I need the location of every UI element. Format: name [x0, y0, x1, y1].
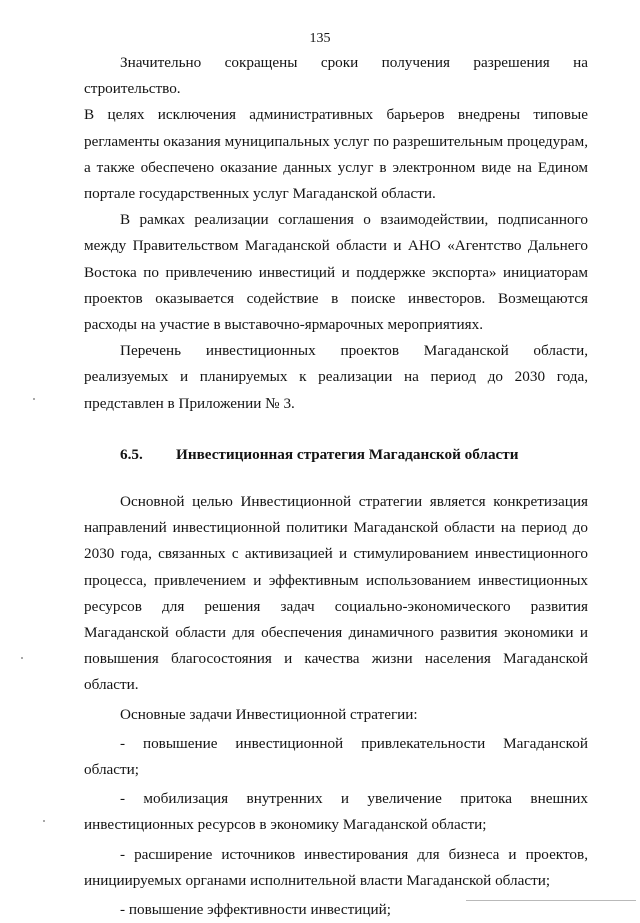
scan-artifact-dot — [43, 820, 45, 822]
section-heading — [84, 442, 588, 468]
paragraph-strategy-goal: Основной целью Инвестиционной стратегии является конкретизация направлений инвестиционной политики Магаданской области на период до 2030 года, связанных с активизацией и стимулированием инвестиционного процесса, привлечением и эффективным использованием инвестиционных ресурсов для решения задач социально-экономического развития Магаданской области для обеспечения динамичного развития экономики и повышения благосостояния и качества жизни населения Магаданской области. — [84, 493, 588, 694]
paragraph-tasks-intro: Основные задачи Инвестиционной стратегии: — [120, 705, 418, 723]
scan-edge-line — [466, 900, 636, 901]
list-item: - повышение инвестиционной привлекательности Магаданской области; — [84, 734, 588, 779]
paragraph-cooperation-agreement: В рамках реализации соглашения о взаимодействии, подписанного между Правительством Магаданской области и АНО «Агентство Дальнего Востока по привлечению инвестиций и поддержке экспорта» инициаторам проектов оказывается содействие в поиске инвесторов. Возмещаются расходы на участие в выставочно-ярмарочных мероприятиях. — [84, 211, 588, 334]
section-number: 6.5. — [120, 445, 143, 463]
list-item: - мобилизация внутренних и увеличение притока внешних инвестиционных ресурсов в экономику Магаданской области; — [84, 790, 588, 834]
section-title: Инвестиционная стратегия Магаданской области — [176, 445, 519, 463]
list-item: - расширение источников инвестирования для бизнеса и проектов, инициируемых органами исполнительной власти Магаданской области; — [84, 845, 588, 889]
paragraph-construction-permits: Значительно сокращены сроки получения разрешения на строительство. — [84, 54, 588, 98]
paragraph-admin-barriers: В целях исключения административных барьеров внедрены типовые регламенты оказания муниципальных услуг по разрешительным процедурам, а также обеспечено оказание данных услуг в электронном виде на Едином портале государственных услуг Магаданской области. — [84, 106, 588, 203]
list-item: - повышение эффективности инвестиций; — [120, 901, 392, 919]
paragraph-project-list: Перечень инвестиционных проектов Магаданской области, реализуемых и планируемых к реализации на период до 2030 года, представлен в Приложении № 3. — [84, 342, 588, 412]
page-number: 135 — [309, 31, 331, 46]
scan-artifact-dot — [21, 657, 23, 659]
scan-artifact-dot — [33, 398, 35, 400]
document-body — [84, 50, 588, 923]
